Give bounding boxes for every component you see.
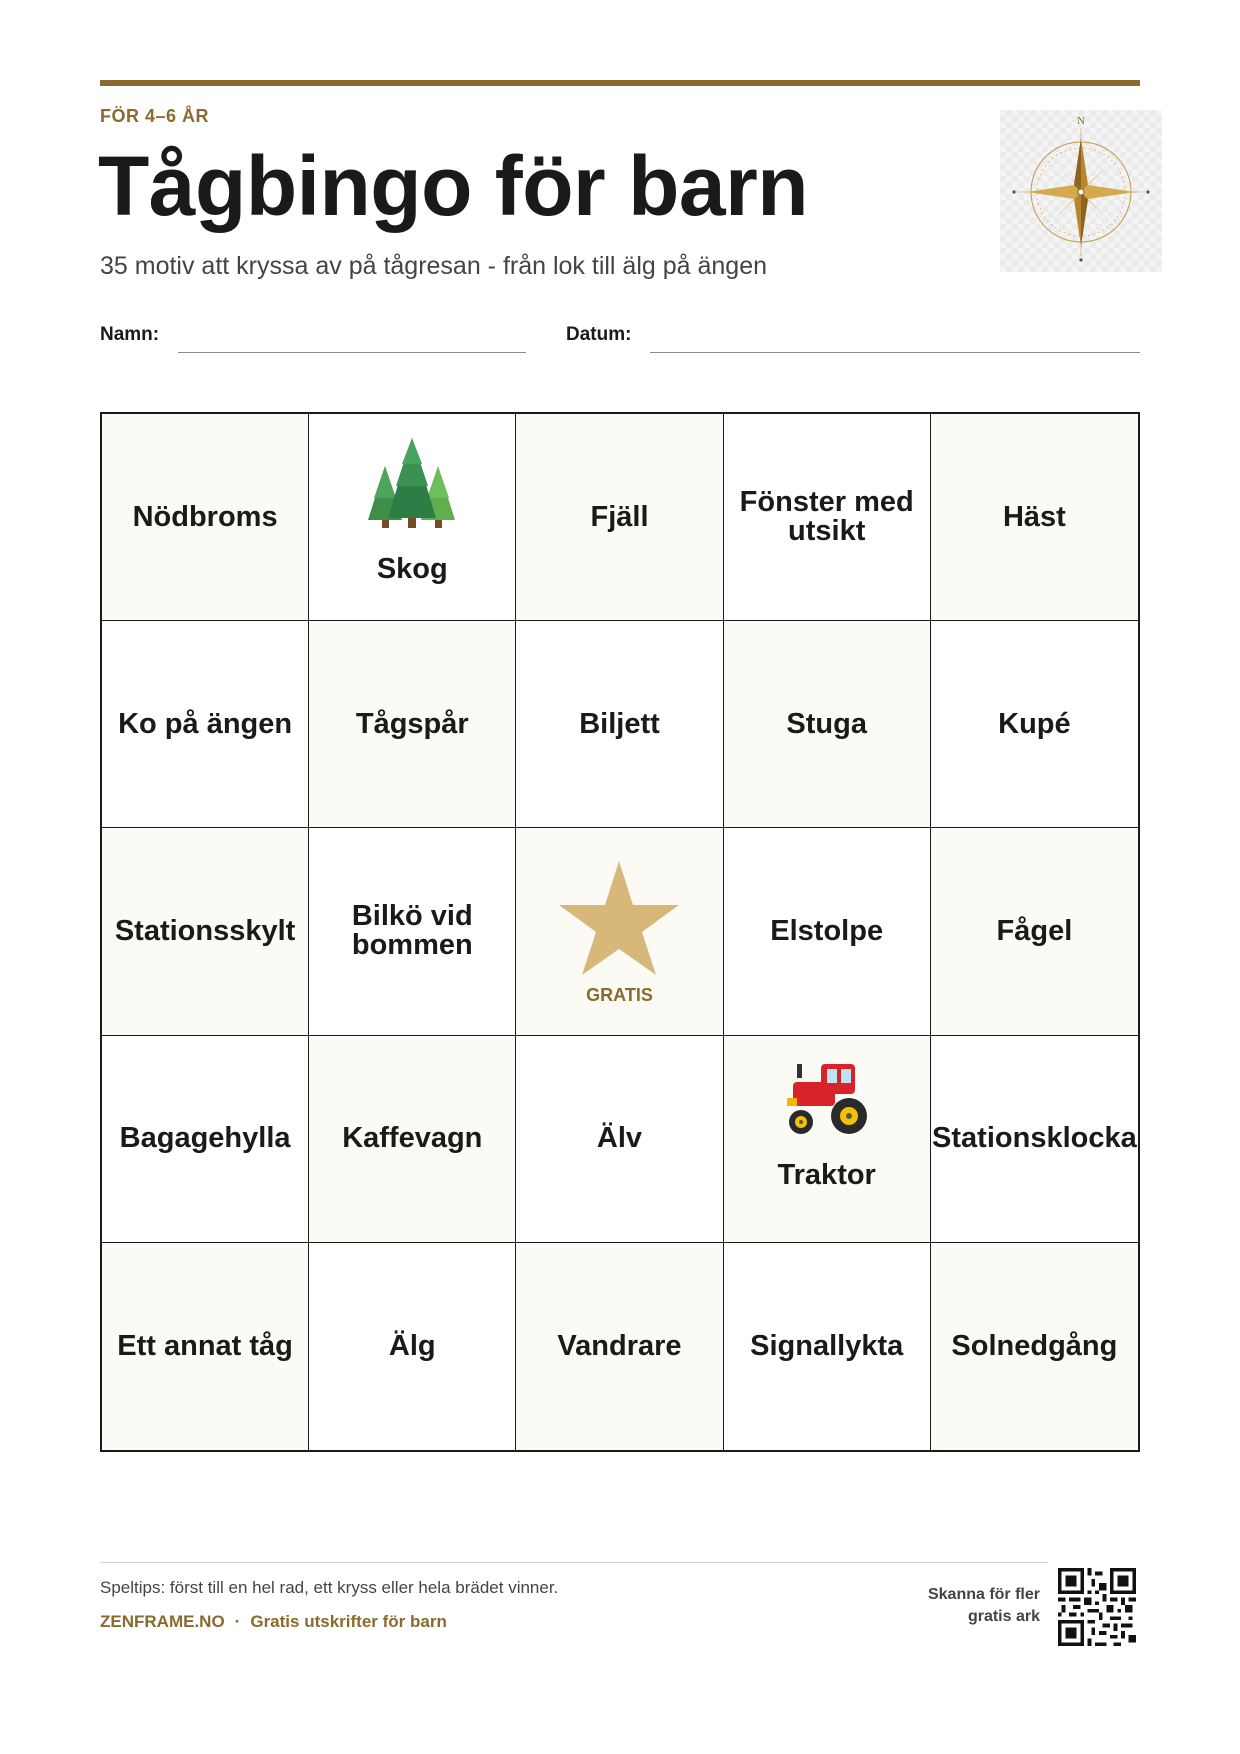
game-tip: Speltips: först till en hel rad, ett kryss eller hela brädet vinner.: [100, 1578, 559, 1597]
cell-label: Biljett: [579, 707, 660, 740]
name-label: Namn:: [100, 324, 160, 345]
bingo-cell[interactable]: [309, 828, 516, 1035]
footer-divider: [100, 1562, 1048, 1563]
svg-text:N: N: [1077, 115, 1085, 127]
bingo-cell[interactable]: [102, 621, 309, 828]
compass-rose-icon: [1000, 110, 1162, 272]
bingo-cell[interactable]: [309, 621, 516, 828]
page-subtitle: 35 motiv att kryssa av på tågresan - från lok till älg på ängen: [100, 252, 768, 280]
bingo-cell[interactable]: [309, 1243, 516, 1450]
brand-line: [100, 1612, 447, 1632]
bingo-cell[interactable]: [102, 1036, 309, 1243]
bingo-cell[interactable]: [724, 828, 931, 1035]
scan-text: [928, 1584, 1040, 1627]
bingo-cell[interactable]: [724, 621, 931, 828]
bingo-cell[interactable]: [516, 621, 723, 828]
cell-label: Häst: [1002, 500, 1066, 533]
bingo-cell[interactable]: [931, 828, 1138, 1035]
cell-label: Bagagehylla: [119, 1122, 291, 1155]
cell-label: Fönster med utsikt: [739, 486, 914, 548]
cell-label: Vandrare: [557, 1329, 682, 1362]
bingo-cell[interactable]: [931, 1036, 1138, 1243]
cell-label: Stationsklocka: [932, 1122, 1137, 1155]
page-title: Tågbingo för barn: [98, 139, 809, 233]
bingo-cell[interactable]: [724, 1243, 931, 1450]
brand-link[interactable]: ZENFRAME.NO: [100, 1612, 225, 1631]
cell-label: Bilkö vid bommen: [351, 900, 473, 962]
bingo-cell[interactable]: [931, 1243, 1138, 1450]
cell-label: Nödbroms: [132, 500, 278, 533]
bingo-cell[interactable]: [931, 621, 1138, 828]
cell-label: Traktor: [777, 1158, 876, 1191]
bingo-cell[interactable]: [724, 414, 931, 621]
cell-label: Ett annat tåg: [117, 1329, 293, 1362]
cell-label: Kupé: [998, 707, 1071, 740]
bingo-cell[interactable]: [516, 414, 723, 621]
date-label: Datum:: [566, 324, 632, 345]
scan-line-2: gratis ark: [967, 1607, 1040, 1625]
bingo-cell[interactable]: [516, 1243, 723, 1450]
bingo-cell[interactable]: [931, 414, 1138, 621]
age-eyebrow: FÖR 4–6 ÅR: [100, 106, 210, 126]
free-label: GRATIS: [586, 984, 653, 1005]
brand-tagline: Gratis utskrifter för barn: [250, 1612, 447, 1631]
cell-label: Solnedgång: [951, 1329, 1118, 1362]
bingo-cell[interactable]: [516, 1036, 723, 1243]
cell-label: Älv: [596, 1122, 643, 1155]
bingo-cell[interactable]: [102, 1243, 309, 1450]
cell-label: Elstolpe: [770, 914, 884, 947]
cell-label: Stuga: [786, 707, 867, 740]
cell-label: Signallykta: [750, 1329, 904, 1362]
cell-label: Fjäll: [590, 500, 649, 533]
bingo-cell[interactable]: [102, 828, 309, 1035]
bingo-cell[interactable]: [102, 414, 309, 621]
trees-icon: [360, 436, 464, 537]
star-icon: [557, 859, 681, 982]
date-field-line[interactable]: [650, 352, 1140, 353]
cell-label: Skog: [376, 553, 448, 585]
cell-label: Stationsskylt: [114, 914, 296, 947]
bingo-cell[interactable]: [724, 1036, 931, 1243]
name-field-line[interactable]: [178, 352, 526, 353]
cell-label: Tågspår: [355, 707, 469, 740]
brand-separator: ·: [234, 1612, 241, 1631]
cell-label: Ko på ängen: [118, 707, 293, 740]
bingo-cell[interactable]: [309, 1036, 516, 1243]
header-accent-bar: [100, 80, 1140, 86]
bingo-cell[interactable]: [309, 414, 516, 621]
cell-label: Kaffevagn: [342, 1122, 483, 1155]
bingo-cell-free[interactable]: [516, 828, 723, 1035]
tractor-icon: [779, 1058, 875, 1143]
bingo-grid: [100, 412, 1140, 1452]
cell-label: Älg: [388, 1329, 436, 1362]
cell-label: Fågel: [996, 914, 1073, 947]
qr-code-icon[interactable]: [1058, 1568, 1136, 1646]
scan-line-1: Skanna för fler: [927, 1586, 1040, 1603]
